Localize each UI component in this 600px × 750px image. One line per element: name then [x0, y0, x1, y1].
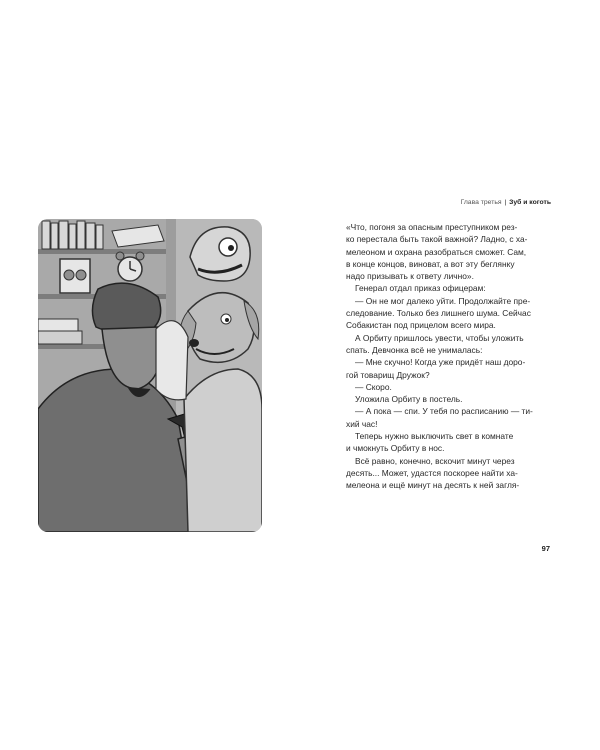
text-line: надо призывать к ответу лично».: [346, 271, 474, 282]
text-line: ко перестала быть такой важной? Ладно, с ха-: [346, 234, 528, 245]
dog-body: [184, 369, 262, 532]
chapter-illustration: [38, 219, 262, 532]
text-line: мелеоном и охрана разобраться сможет. Сам,: [346, 246, 527, 257]
text-line: — А пока — спи. У тебя по расписанию — ти-: [355, 406, 533, 417]
text-line: — Он не мог далеко уйти. Продолжайте пре-: [355, 295, 531, 306]
text-line: Уложила Орбиту в постель.: [355, 394, 463, 405]
header-separator: |: [504, 199, 507, 206]
text-line: Собакистан под прицелом всего мира.: [346, 320, 496, 331]
text-line: спать. Девчонка всё не унималась:: [346, 344, 483, 355]
text-line: десять... Может, удастся поскорее найти ха-: [346, 467, 518, 478]
illustration-drawing: [38, 219, 262, 532]
chapter-label: Глава третья: [460, 199, 502, 206]
text-line: хий час!: [346, 418, 378, 429]
text-line: — Скоро.: [355, 381, 392, 392]
chapter-title: Зуб и коготь: [509, 199, 551, 206]
running-header: [346, 199, 551, 206]
text-line: «Что, погоня за опасным преступником рез-: [346, 222, 518, 232]
bandaged-figure: [156, 321, 188, 400]
text-line: и чмокнуть Орбиту в нос.: [346, 443, 445, 454]
text-line: гой товарищ Дружок?: [346, 369, 430, 380]
text-line: Всё равно, конечно, вскочит минут через: [355, 455, 515, 466]
text-line: А Орбиту пришлось увести, чтобы уложить: [355, 332, 524, 343]
text-line: Теперь нужно выключить свет в комнате: [355, 431, 514, 442]
text-line: следование. Только без лишнего шума. Сейчас: [346, 308, 531, 319]
page-number: 97: [541, 544, 550, 553]
body-text: [346, 221, 554, 492]
text-line: — Мне скучно! Когда уже придёт наш доро-: [355, 357, 526, 368]
text-line: мелеона и ещё минут на десять к ней загля-: [346, 480, 520, 491]
text-line: в конце концов, виноват, а вот эту беглянку: [346, 258, 515, 269]
text-line: Генерал отдал приказ офицерам:: [355, 283, 486, 294]
